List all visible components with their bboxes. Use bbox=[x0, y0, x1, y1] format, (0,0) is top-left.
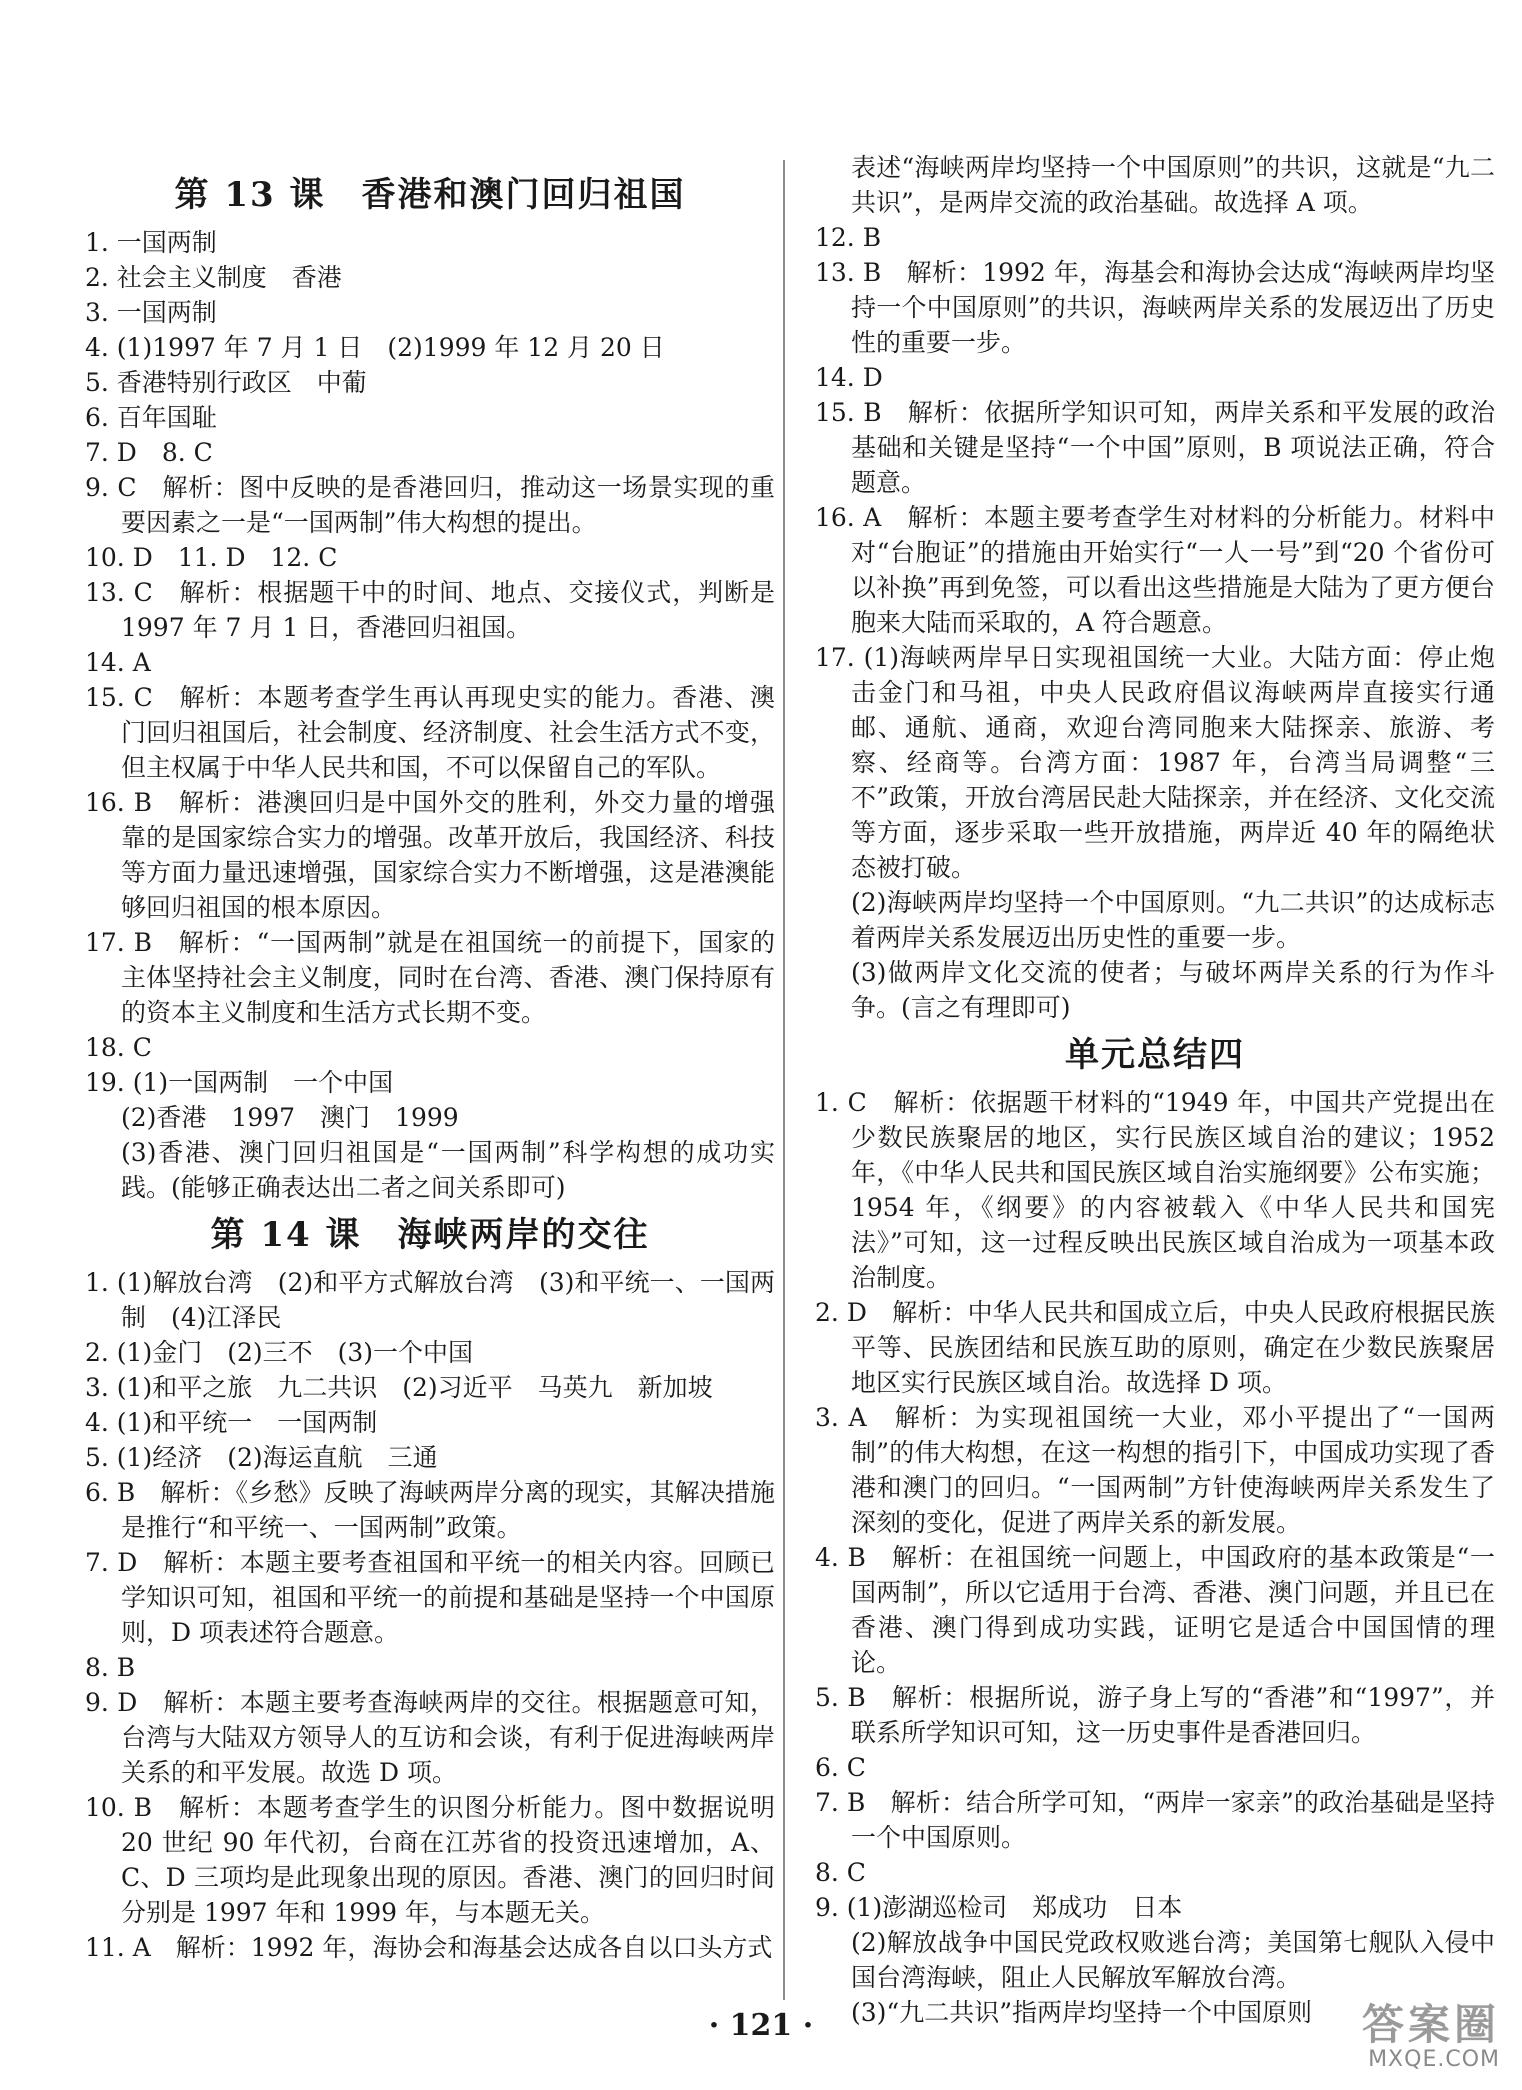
answer-item: 5. 香港特别行政区 中葡 bbox=[85, 368, 367, 397]
answer-item: 1. (1)解放台湾 (2)和平方式解放台湾 (3)和平统一、一国两制 (4)江泽民 bbox=[85, 1268, 775, 1332]
answer-item: 8. C bbox=[815, 1858, 866, 1887]
page-number: · 121 · bbox=[708, 2008, 814, 2043]
answer-item: 4. (1)1997 年 7 月 1 日 (2)1999 年 12 月 20 日 bbox=[85, 333, 665, 362]
answer-item: 19. (1)一国两制 一个中国 bbox=[85, 1068, 394, 1097]
watermark-url: MXQE.COM bbox=[1368, 2047, 1500, 2072]
answer-item: 4. (1)和平统一 一国两制 bbox=[85, 1408, 378, 1437]
answer-item: 5. B 解析：根据所说，游子身上写的“香港”和“1997”，并联系所学知识可知，这一历史事件是香港回归。 bbox=[815, 1683, 1495, 1747]
answer-item: 6. C bbox=[815, 1753, 866, 1782]
answer-subitem: (2)海峡两岸均坚持一个中国原则。“九二共识”的达成标志着两岸关系发展迈出历史性的重要一步。 bbox=[851, 888, 1495, 952]
answer-item: 1. C 解析：依据题干材料的“1949 年，中国共产党提出在少数民族聚居的地区，实行民族区域自治的建议；1952 年，《中华人民共和国民族区域自治实施纲要》公布实施；1954 年，《纲要》的内容被载入《中华人民共和国宪法》”可知，这一过程反映出民族区域自治成为一项基本政治制度。 bbox=[815, 1088, 1495, 1292]
answer-item: 3. (1)和平之旅 九二共识 (2)习近平 马英九 新加坡 bbox=[85, 1373, 713, 1402]
answer-item: 2. (1)金门 (2)三不 (3)一个中国 bbox=[85, 1338, 474, 1367]
lesson-13-answers bbox=[85, 225, 775, 1205]
answer-item: 8. B bbox=[85, 1653, 136, 1682]
answer-item: 16. B 解析：港澳回归是中国外交的胜利，外交力量的增强靠的是国家综合实力的增强。改革开放后，我国经济、科技等方面力量迅速增强，国家综合实力不断增强，这是港澳能够回归祖国的根本原因。 bbox=[85, 788, 775, 922]
answer-item: 9. D 解析：本题主要考查海峡两岸的交往。根据题意可知，台湾与大陆双方领导人的互访和会谈，有利于促进海峡两岸关系的和平发展。故选 D 项。 bbox=[85, 1688, 775, 1787]
answer-item: 4. B 解析：在祖国统一问题上，中国政府的基本政策是“一国两制”，所以它适用于台湾、香港、澳门问题，并且已在香港、澳门得到成功实践，证明它是适合中国国情的理论。 bbox=[815, 1543, 1495, 1677]
answer-item: 9. (1)澎湖巡检司 郑成功 日本 bbox=[815, 1893, 1183, 1922]
answer-subitem: (3)香港、澳门回归祖国是“一国两制”科学构想的成功实践。(能够正确表达出二者之间关系即可) bbox=[121, 1138, 775, 1202]
answer-item: 2. 社会主义制度 香港 bbox=[85, 263, 342, 292]
answer-item: 7. D 解析：本题主要考查祖国和平统一的相关内容。回顾已学知识可知，祖国和平统一的前提和基础是坚持一个中国原则，D 项表述符合题意。 bbox=[85, 1548, 775, 1647]
answer-item: 1. 一国两制 bbox=[85, 228, 217, 257]
lesson-14-answers-continued bbox=[815, 220, 1495, 1025]
answer-subitem: (2)香港 1997 澳门 1999 bbox=[121, 1103, 459, 1132]
right-column bbox=[815, 150, 1495, 2030]
unit-summary-title: 单元总结四 bbox=[1065, 1035, 1245, 1075]
answer-item: 15. C 解析：本题考查学生再认再现史实的能力。香港、澳门回归祖国后，社会制度、经济制度、社会生活方式不变，但主权属于中华人民共和国，不可以保留自己的军队。 bbox=[85, 683, 775, 782]
answer-item: 5. (1)经济 (2)海运直航 三通 bbox=[85, 1443, 438, 1472]
answer-item: 7. B 解析：结合所学可知，“两岸一家亲”的政治基础是坚持一个中国原则。 bbox=[815, 1788, 1495, 1852]
answer-item: 9. C 解析：图中反映的是香港回归，推动这一场景实现的重要因素之一是“一国两制”伟大构想的提出。 bbox=[85, 473, 775, 537]
answer-item: 3. 一国两制 bbox=[85, 298, 217, 327]
answer-item: 17. (1)海峡两岸早日实现祖国统一大业。大陆方面：停止炮击金门和马祖，中央人民政府倡议海峡两岸直接实行通邮、通航、通商，欢迎台湾同胞来大陆探亲、旅游、考察、经商等。台湾方面：1987 年，台湾当局调整“三不”政策，开放台湾居民赴大陆探亲，并在经济、文化交流等方面，逐步采取一些开放措施，两岸近 40 年的隔绝状态被打破。 bbox=[815, 643, 1495, 882]
answer-item: 6. 百年国耻 bbox=[85, 403, 217, 432]
watermark-logo: 答案圈 bbox=[1361, 2000, 1500, 2049]
answer-item: 15. B 解析：依据所学知识可知，两岸关系和平发展的政治基础和关键是坚持“一个中国”原则，B 项说法正确，符合题意。 bbox=[815, 398, 1495, 497]
watermark bbox=[1240, 1992, 1510, 2072]
answer-item: 12. B bbox=[815, 223, 882, 252]
answer-item: 14. A bbox=[85, 648, 151, 677]
answer-item: 17. B 解析：“一国两制”就是在祖国统一的前提下，国家的主体坚持社会主义制度，同时在台湾、香港、澳门保持原有的资本主义制度和生活方式长期不变。 bbox=[85, 928, 775, 1027]
lesson-14-title: 第 14 课 海峡两岸的交往 bbox=[210, 1215, 650, 1255]
answer-item: 10. B 解析：本题考查学生的识图分析能力。图中数据说明 20 世纪 90 年代初，台商在江苏省的投资迅速增加，A、C、D 三项均是此现象出现的原因。香港、澳门的回归时间分别是 1997 年和 1999 年，与本题无关。 bbox=[85, 1793, 775, 1927]
answer-item: 18. C bbox=[85, 1033, 152, 1062]
answer-item: 11. A 解析：1992 年，海协会和海基会达成各自以口头方式 bbox=[85, 1933, 773, 1962]
answer-item: 14. D bbox=[815, 363, 883, 392]
answer-item: 3. A 解析：为实现祖国统一大业，邓小平提出了“一国两制”的伟大构想，在这一构想的指引下，中国成功实现了香港和澳门的回归。“一国两制”方针使海峡两岸关系发生了深刻的变化，促进了两岸关系的新发展。 bbox=[815, 1403, 1495, 1537]
answer-item: 7. D 8. C bbox=[85, 438, 213, 467]
answer-item: 2. D 解析：中华人民共和国成立后，中央人民政府根据民族平等、民族团结和民族互助的原则，确定在少数民族聚居地区实行民族区域自治。故选择 D 项。 bbox=[815, 1298, 1495, 1397]
answer-item: 10. D 11. D 12. C bbox=[85, 543, 338, 572]
answer-item: 13. C 解析：根据题干中的时间、地点、交接仪式，判断是 1997 年 7 月 1 日，香港回归祖国。 bbox=[85, 578, 775, 642]
answer-subitem: (2)解放战争中国民党政权败逃台湾；美国第七舰队入侵中国台湾海峡，阻止人民解放军解放台湾。 bbox=[851, 1928, 1495, 1992]
left-column bbox=[85, 165, 775, 1965]
answer-continuation: 表述“海峡两岸均坚持一个中国原则”的共识，这就是“九二共识”，是两岸交流的政治基础。故选择 A 项。 bbox=[851, 153, 1495, 217]
answer-subitem: (3)做两岸文化交流的使者；与破坏两岸关系的行为作斗争。(言之有理即可) bbox=[851, 958, 1495, 1022]
lesson-13-title: 第 13 课 香港和澳门回归祖国 bbox=[174, 175, 686, 215]
lesson-14-answers bbox=[85, 1265, 775, 1965]
column-divider bbox=[783, 160, 785, 2000]
unit-summary-answers bbox=[815, 1085, 1495, 2030]
answer-item: 6. B 解析：《乡愁》反映了海峡两岸分离的现实，其解决措施是推行“和平统一、一国两制”政策。 bbox=[85, 1478, 775, 1542]
answer-item: 13. B 解析：1992 年，海基会和海协会达成“海峡两岸均坚持一个中国原则”的共识，海峡两岸关系的发展迈出了历史性的重要一步。 bbox=[815, 258, 1495, 357]
answer-subitem: (3)“九二共识”指两岸均坚持一个中国原则 bbox=[851, 1998, 1312, 2027]
answer-item: 16. A 解析：本题主要考查学生对材料的分析能力。材料中对“台胞证”的措施由开始实行“一人一号”到“20 个省份可以补换”再到免签，可以看出这些措施是大陆为了更方便台胞来大陆而采取的，A 符合题意。 bbox=[815, 503, 1495, 637]
